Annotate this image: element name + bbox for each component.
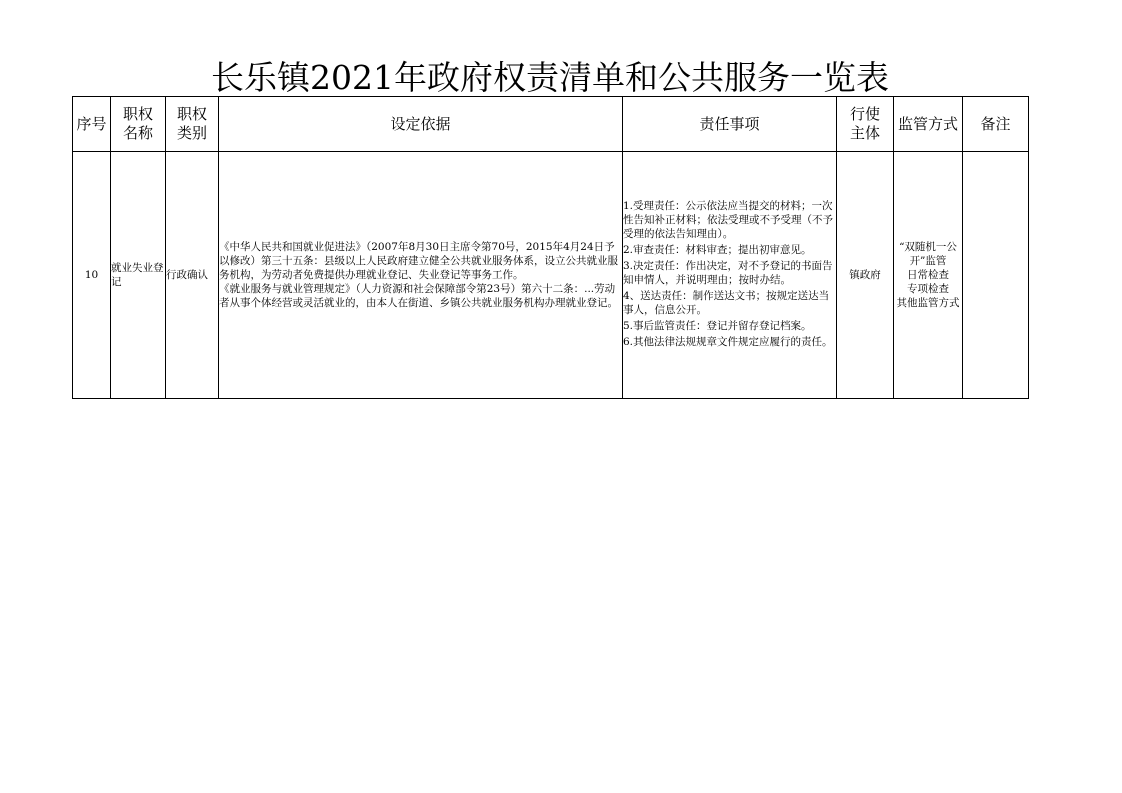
header-subject: 行使主体 <box>837 97 894 152</box>
cell-supervision <box>894 152 963 399</box>
cell-responsibility <box>623 152 837 399</box>
responsibility-item: 1.受理责任：公示依法应当提交的材料；一次性告知补正材料；依法受理或不予受理（不予受理的依法告知理由）。 <box>623 200 833 240</box>
responsibility-item: 4、送达责任：制作送达文书；按规定送达当事人，信息公开。 <box>623 290 830 316</box>
supervision-item: 日常检查 <box>907 269 949 281</box>
header-power-type: 职权类别 <box>166 97 219 152</box>
cell-subject: 镇政府 <box>837 152 894 399</box>
header-seq: 序号 <box>73 97 111 152</box>
header-remarks: 备注 <box>963 97 1029 152</box>
page-title: 长乐镇2021年政府权责清单和公共服务一览表 <box>211 58 889 97</box>
supervision-item: “双随机一公开”监管 <box>899 241 957 267</box>
supervision-item: 专项检查 <box>907 283 949 295</box>
cell-power-type: 行政确认 <box>166 152 219 399</box>
responsibility-item: 3.决定责任：作出决定，对不予登记的书面告知申情人，并说明理由；按时办结。 <box>623 260 833 286</box>
table-header-row <box>73 97 1029 152</box>
supervision-item: 其他监管方式 <box>896 297 960 309</box>
header-power-name: 职权名称 <box>111 97 166 152</box>
basis-paragraph: 《中华人民共和国就业促进法》（2007年8月30日主席令第70号，2015年4月24日予以修改）第三十五条：县级以上人民政府建立健全公共就业服务体系，设立公共就业服务机构，为劳动者免费提供办理就业登记、失业登记等事务工作。 <box>219 241 618 281</box>
table-row <box>73 152 1029 399</box>
responsibility-item: 5.事后监管责任：登记并留存登记档案。 <box>623 320 812 332</box>
responsibility-item: 2.审查责任：材料审查；提出初审意见。 <box>623 244 812 256</box>
basis-paragraph: 《就业服务与就业管理规定》（人力资源和社会保障部令第23号）第六十二条：...劳动者从事个体经营或灵活就业的，由本人在街道、乡镇公共就业服务机构办理就业登记。 <box>219 283 618 309</box>
responsibility-item: 6.其他法律法规规章文件规定应履行的责任。 <box>623 336 833 348</box>
header-basis: 设定依据 <box>219 97 623 152</box>
header-supervision: 监管方式 <box>894 97 963 152</box>
power-list-table <box>72 96 1029 399</box>
header-responsibility: 责任事项 <box>623 97 837 152</box>
cell-remarks <box>963 152 1029 399</box>
cell-power-name: 就业失业登记 <box>111 152 166 399</box>
cell-basis <box>219 152 623 399</box>
cell-seq: 10 <box>73 152 111 399</box>
